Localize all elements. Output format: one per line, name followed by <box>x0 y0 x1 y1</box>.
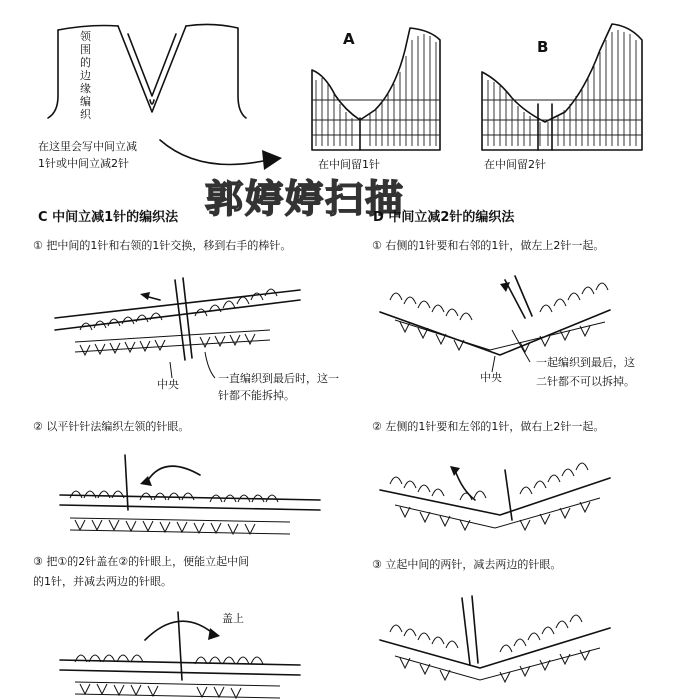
d-note-line-2: 二针都不可以拆掉。 <box>536 375 635 388</box>
cover-label: 盖上 <box>222 612 244 625</box>
c-note-line-2: 针都不能拆掉。 <box>218 389 295 402</box>
c1-diagram <box>55 278 300 378</box>
d2-diagram <box>380 463 610 530</box>
c-step-3-line-2: 的1针，并减去两边的针眼。 <box>33 575 172 588</box>
vest-outline <box>48 24 246 118</box>
section-c-title: C 中间立减1针的编织法 <box>38 210 179 225</box>
d-step-2: ② 左侧的1针要和左邻的1针，做右上2针一起。 <box>372 420 605 433</box>
note-line-2: 1针或中间立减2针 <box>38 157 129 170</box>
d-step-3: ③ 立起中间的两针，减去两边的针眼。 <box>372 558 562 571</box>
label-a: A <box>343 30 355 48</box>
d3-diagram <box>380 596 610 682</box>
curved-arrow-icon <box>160 140 282 170</box>
c-note-line-1: 一直编织到最后时，这一 <box>218 372 339 385</box>
d-center-label: 中央 <box>480 371 502 384</box>
swatch-b <box>482 24 642 150</box>
neck-edge-label: 领围的边缘编织 <box>80 30 91 121</box>
swatch-a <box>312 28 440 150</box>
section-d-title: D 中间立减2针的编织法 <box>373 210 515 225</box>
d-step-1: ① 右侧的1针要和右邻的1针，做左上2针一起。 <box>372 239 605 252</box>
c2-diagram <box>60 455 320 534</box>
d-note-line-1: 一起编织到最后，这 <box>536 356 635 369</box>
note-line-1: 在这里会写中间立减 <box>38 140 137 153</box>
c-step-3-line-1: ③ 把①的2针盖在②的针眼上，便能立起中间 <box>33 555 250 568</box>
c-step-2: ② 以平针针法编织左领的针眼。 <box>33 420 190 433</box>
scanner-watermark: 郭婷婷扫描 <box>205 177 406 221</box>
c3-diagram <box>60 612 300 698</box>
caption-a: 在中间留1针 <box>318 158 380 171</box>
label-b: B <box>537 38 549 56</box>
c-center-label: 中央 <box>157 378 179 391</box>
c-step-1: ① 把中间的1针和右领的1针交换，移到右手的棒针。 <box>33 239 292 252</box>
caption-b: 在中间留2针 <box>484 158 546 171</box>
